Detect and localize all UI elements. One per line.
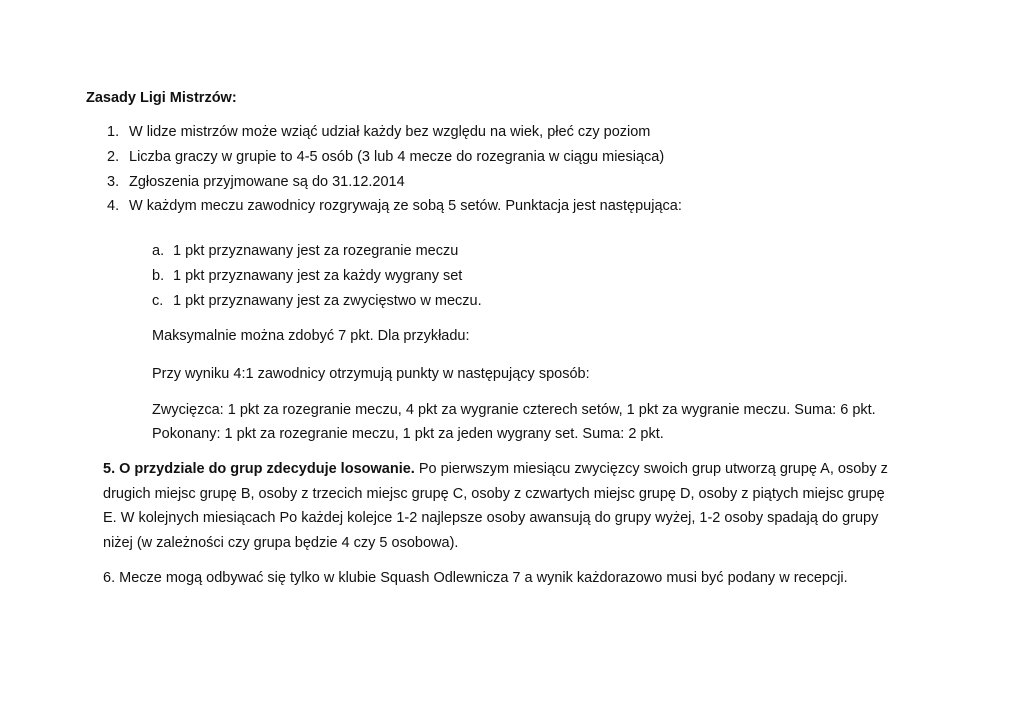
rule-number: 2. [107,149,120,165]
rule-text: Liczba graczy w grupie to 4-5 osób (3 lub 4 mecze do rozegrania w ciągu miesiąca) [129,149,665,165]
rule-text: W lidze mistrzów może wziąć udział każdy bez względu na wiek, płeć czy poziom [129,124,651,140]
scoring-item [152,291,482,311]
scoring-letter: c. [152,293,164,309]
scoring-text: 1 pkt przyznawany jest za zwycięstwo w meczu. [173,293,482,309]
scoring-letter: b. [152,268,165,284]
rule-item [107,147,664,167]
rule-item [107,172,405,192]
rule-5-text: Po pierwszym miesiącu zwycięzcy swoich grup utworzą grupę A, osoby z [414,461,888,477]
example-intro-text: Przy wyniku 4:1 zawodnicy otrzymują punkty w następujący sposób: [152,366,590,382]
rule-5-line: niżej (w zależności czy grupa będzie 4 czy 5 osobowa). [103,535,459,551]
scoring-text: 1 pkt przyznawany jest za każdy wygrany set [173,268,463,284]
rule-5-bold: 5. O przydziale do grup zdecyduje losowanie. [103,461,415,477]
winner-line: Zwycięzca: 1 pkt za rozegranie meczu, 4 pkt za wygranie czterech setów, 1 pkt za wygranie meczu. Suma: 6 pkt. [152,402,876,418]
rule-text: W każdym meczu zawodnicy rozgrywają ze sobą 5 setów. Punktacja jest następująca: [129,198,682,214]
rule-item [107,196,682,216]
rule-5-line: E. W kolejnych miesiącach Po każdej kolejce 1-2 najlepsze osoby awansują do grupy wyżej, 1-2 osoby spadają do grupy [103,510,879,526]
scoring-text: 1 pkt przyznawany jest za rozegranie meczu [173,243,459,259]
scoring-letter: a. [152,243,165,259]
rule-number: 1. [107,124,120,140]
loser-line: Pokonany: 1 pkt za rozegranie meczu, 1 pkt za jeden wygrany set. Suma: 2 pkt. [152,426,664,442]
rule-item [107,122,650,142]
rule-text: Zgłoszenia przyjmowane są do 31.12.2014 [129,174,405,190]
rule-5-line [103,459,888,479]
rule-number: 4. [107,198,120,214]
max-points-text: Maksymalnie można zdobyć 7 pkt. Dla przykładu: [152,328,470,344]
rule-number: 3. [107,174,120,190]
rule-6-text: 6. Mecze mogą odbywać się tylko w klubie Squash Odlewnicza 7 a wynik każdorazowo musi być podany w recepcji. [103,570,848,586]
scoring-item [152,266,462,286]
document-heading: Zasady Ligi Mistrzów: [86,90,237,106]
rule-5-line: drugich miejsc grupę B, osoby z trzecich miejsc grupę C, osoby z czwartych miejsc grupę D, osoby z piątych miejsc grupę [103,486,885,502]
scoring-item [152,241,458,261]
